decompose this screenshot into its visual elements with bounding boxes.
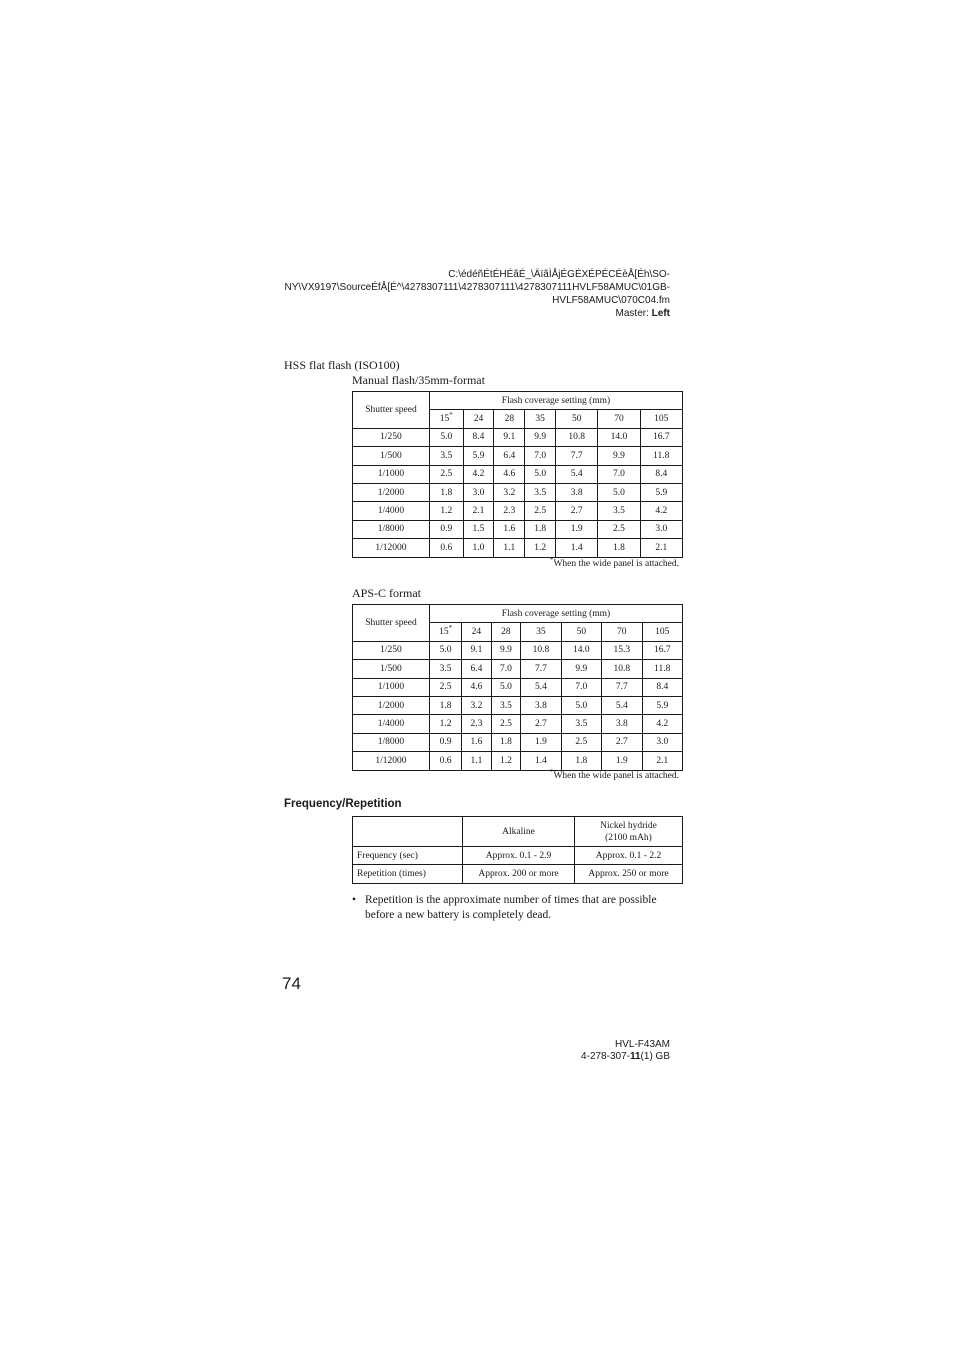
frequency-table bbox=[352, 816, 683, 884]
guide-number-cell: 7.7 bbox=[602, 678, 642, 696]
guide-number-cell: 2.1 bbox=[642, 752, 683, 770]
footnote-mark: * bbox=[549, 768, 554, 776]
table-row bbox=[353, 696, 683, 714]
guide-number-cell: 4.6 bbox=[494, 465, 525, 483]
shutter-speed-cell: 1/4000 bbox=[353, 715, 430, 733]
frequency-header-row bbox=[353, 817, 683, 847]
repetition-note-text: Repetition is the approximate number of times that are possible before a new battery is completely dead. bbox=[365, 894, 657, 921]
guide-number-cell: 2.5 bbox=[561, 733, 601, 751]
coverage-mm: 105 bbox=[655, 627, 670, 638]
page-number: 74 bbox=[282, 974, 301, 993]
guide-number-cell: 3.5 bbox=[430, 660, 462, 678]
guide-number-cell: 8.4 bbox=[640, 465, 682, 483]
coverage-mm: 105 bbox=[654, 414, 669, 425]
guide-number-cell: 7.0 bbox=[561, 678, 601, 696]
coverage-column-header bbox=[521, 623, 561, 641]
table-row bbox=[353, 465, 683, 483]
table-row bbox=[353, 733, 683, 751]
shutter-speed-cell: 1/8000 bbox=[353, 733, 430, 751]
file-path-line-2: NY\VX9197\SourceÉfÅ[É^\4278307111\4278307111\4278307111HVLF58AMUC\01GB- bbox=[284, 282, 670, 293]
guide-number-cell: 8.4 bbox=[463, 428, 494, 446]
guide-number-cell: 3.8 bbox=[521, 696, 561, 714]
guide-number-cell: 7.0 bbox=[491, 660, 521, 678]
guide-number-cell: 2.7 bbox=[556, 502, 598, 520]
guide-number-cell: 10.8 bbox=[602, 660, 642, 678]
table1-35mm-guide-numbers bbox=[352, 391, 683, 558]
table-row bbox=[353, 660, 683, 678]
guide-number-cell: 1.8 bbox=[598, 539, 640, 557]
footnote-text: When the wide panel is attached. bbox=[553, 559, 679, 569]
table-row bbox=[353, 865, 683, 883]
guide-number-cell: 0.6 bbox=[430, 752, 462, 770]
guide-number-cell: 3.2 bbox=[462, 696, 492, 714]
guide-number-cell: 10.8 bbox=[521, 641, 561, 659]
guide-number-cell: 5.0 bbox=[525, 465, 556, 483]
coverage-mm: 70 bbox=[617, 627, 627, 638]
guide-number-cell: 1.6 bbox=[462, 733, 492, 751]
guide-number-cell: 3.5 bbox=[598, 502, 640, 520]
guide-number-cell: 3.0 bbox=[642, 733, 683, 751]
coverage-column-header bbox=[598, 410, 640, 428]
table-row bbox=[353, 428, 683, 446]
shutter-speed-cell: 1/500 bbox=[353, 660, 430, 678]
coverage-column-header bbox=[494, 410, 525, 428]
alkaline-value: Approx. 200 or more bbox=[463, 865, 575, 883]
header-row-1 bbox=[353, 392, 683, 410]
coverage-mm: 28 bbox=[501, 627, 511, 638]
guide-number-cell: 2.3 bbox=[462, 715, 492, 733]
guide-number-cell: 3.0 bbox=[463, 483, 494, 501]
guide-number-cell: 10.8 bbox=[556, 428, 598, 446]
guide-number-cell: 1.8 bbox=[525, 520, 556, 538]
repetition-note bbox=[352, 893, 682, 923]
guide-number-cell: 3.5 bbox=[491, 696, 521, 714]
guide-number-cell: 1.5 bbox=[463, 520, 494, 538]
footnote-mark: * bbox=[448, 624, 453, 633]
guide-number-cell: 2.3 bbox=[494, 502, 525, 520]
guide-number-cell: 1.1 bbox=[462, 752, 492, 770]
guide-number-cell: 7.0 bbox=[598, 465, 640, 483]
shutter-speed-cell: 1/500 bbox=[353, 447, 430, 465]
master-value: Left bbox=[651, 308, 670, 319]
guide-number-cell: 3.8 bbox=[556, 483, 598, 501]
table-row bbox=[353, 483, 683, 501]
coverage-column-header bbox=[491, 623, 521, 641]
guide-number-cell: 14.0 bbox=[561, 641, 601, 659]
guide-number-cell: 3.5 bbox=[430, 447, 464, 465]
guide-number-cell: 2.5 bbox=[430, 678, 462, 696]
guide-number-cell: 2.1 bbox=[463, 502, 494, 520]
coverage-column-header bbox=[642, 623, 683, 641]
guide-number-cell: 3.0 bbox=[640, 520, 682, 538]
shutter-speed-header: Shutter speed bbox=[353, 392, 430, 429]
alkaline-value: Approx. 0.1 - 2.9 bbox=[463, 847, 575, 865]
guide-number-cell: 1.9 bbox=[602, 752, 642, 770]
guide-number-cell: 15.3 bbox=[602, 641, 642, 659]
table-row bbox=[353, 641, 683, 659]
shutter-speed-cell: 1/250 bbox=[353, 641, 430, 659]
shutter-speed-cell: 1/8000 bbox=[353, 520, 430, 538]
guide-number-cell: 6.4 bbox=[494, 447, 525, 465]
guide-number-cell: 1.8 bbox=[430, 483, 464, 501]
guide-number-cell: 2.7 bbox=[521, 715, 561, 733]
table-row bbox=[353, 520, 683, 538]
guide-number-cell: 5.4 bbox=[521, 678, 561, 696]
coverage-column-header bbox=[525, 410, 556, 428]
guide-number-cell: 1.4 bbox=[521, 752, 561, 770]
table-row bbox=[353, 447, 683, 465]
table2-aps-c-guide-numbers bbox=[352, 604, 683, 771]
model-name: HVL-F43AM bbox=[614, 1039, 670, 1050]
table-row bbox=[353, 752, 683, 770]
guide-number-cell: 1.8 bbox=[561, 752, 601, 770]
shutter-speed-cell: 1/4000 bbox=[353, 502, 430, 520]
guide-number-cell: 16.7 bbox=[640, 428, 682, 446]
nimh-header-line-1: Nickel hydride bbox=[600, 820, 657, 831]
guide-number-cell: 1.2 bbox=[430, 502, 464, 520]
guide-number-cell: 9.9 bbox=[525, 428, 556, 446]
shutter-speed-cell: 1/250 bbox=[353, 428, 430, 446]
alkaline-header: Alkaline bbox=[463, 817, 575, 847]
guide-number-cell: 5.9 bbox=[640, 483, 682, 501]
guide-number-cell: 5.4 bbox=[602, 696, 642, 714]
guide-number-cell: 7.0 bbox=[525, 447, 556, 465]
guide-number-cell: 2.5 bbox=[491, 715, 521, 733]
section-title: HSS flat flash (ISO100) bbox=[284, 358, 400, 372]
shutter-speed-cell: 1/12000 bbox=[353, 752, 430, 770]
footnote-text: When the wide panel is attached. bbox=[553, 771, 679, 781]
guide-number-cell: 5.4 bbox=[556, 465, 598, 483]
table2-caption: APS-C format bbox=[352, 586, 421, 600]
guide-number-cell: 0.9 bbox=[430, 520, 464, 538]
guide-number-cell: 1.6 bbox=[494, 520, 525, 538]
code-suffix: (1) GB bbox=[640, 1051, 670, 1062]
guide-number-cell: 5.9 bbox=[642, 696, 683, 714]
coverage-column-header bbox=[640, 410, 682, 428]
row-label: Repetition (times) bbox=[353, 865, 463, 883]
guide-number-cell: 0.6 bbox=[430, 539, 464, 557]
code-bold: 11 bbox=[629, 1051, 641, 1062]
guide-number-cell: 5.9 bbox=[463, 447, 494, 465]
guide-number-cell: 0.9 bbox=[430, 733, 462, 751]
nimh-header bbox=[575, 817, 683, 847]
coverage-mm: 15 bbox=[439, 627, 449, 638]
guide-number-cell: 9.9 bbox=[491, 641, 521, 659]
guide-number-cell: 5.0 bbox=[430, 641, 462, 659]
coverage-mm: 50 bbox=[571, 414, 582, 425]
coverage-mm: 28 bbox=[504, 414, 515, 425]
nimh-header-line-2: (2100 mAh) bbox=[605, 832, 652, 843]
document-code bbox=[370, 1051, 670, 1063]
guide-number-cell: 1.9 bbox=[556, 520, 598, 538]
coverage-column-header bbox=[430, 410, 464, 428]
guide-number-cell: 5.0 bbox=[491, 678, 521, 696]
coverage-mm: 15 bbox=[439, 414, 450, 425]
frequency-title: Frequency/Repetition bbox=[284, 798, 402, 810]
guide-number-cell: 1.0 bbox=[463, 539, 494, 557]
file-path-line-3: HVLF58AMUC\070C04.fm bbox=[552, 295, 670, 306]
guide-number-cell: 1.1 bbox=[494, 539, 525, 557]
shutter-speed-cell: 1/1000 bbox=[353, 465, 430, 483]
guide-number-cell: 7.7 bbox=[556, 447, 598, 465]
footer-model-code bbox=[370, 1039, 670, 1063]
guide-number-cell: 1.2 bbox=[525, 539, 556, 557]
guide-number-cell: 2.1 bbox=[640, 539, 682, 557]
guide-number-cell: 3.8 bbox=[602, 715, 642, 733]
guide-number-cell: 6.4 bbox=[462, 660, 492, 678]
code-prefix: 4-278-307- bbox=[581, 1051, 630, 1062]
coverage-mm: 35 bbox=[535, 414, 545, 425]
footnote-mark: * bbox=[449, 411, 453, 420]
coverage-mm: 70 bbox=[614, 414, 624, 425]
coverage-mm: 50 bbox=[576, 627, 587, 638]
guide-number-cell: 16.7 bbox=[642, 641, 683, 659]
shutter-speed-header: Shutter speed bbox=[353, 605, 430, 642]
guide-number-cell: 8.4 bbox=[642, 678, 683, 696]
shutter-speed-cell: 1/1000 bbox=[353, 678, 430, 696]
guide-number-cell: 4.2 bbox=[463, 465, 494, 483]
guide-number-cell: 7.7 bbox=[521, 660, 561, 678]
coverage-mm: 24 bbox=[471, 627, 482, 638]
guide-number-cell: 4.2 bbox=[640, 502, 682, 520]
guide-number-cell: 1.8 bbox=[491, 733, 521, 751]
guide-number-cell: 11.8 bbox=[642, 660, 683, 678]
coverage-column-header bbox=[462, 623, 492, 641]
guide-number-cell: 4.2 bbox=[642, 715, 683, 733]
header-row-1 bbox=[353, 605, 683, 623]
footnote-mark: * bbox=[549, 556, 554, 564]
file-path-header bbox=[250, 268, 670, 320]
coverage-mm: 24 bbox=[473, 414, 484, 425]
coverage-column-header bbox=[556, 410, 598, 428]
guide-number-cell: 2.7 bbox=[602, 733, 642, 751]
guide-number-cell: 1.4 bbox=[556, 539, 598, 557]
guide-number-cell: 1.2 bbox=[491, 752, 521, 770]
flash-coverage-header: Flash coverage setting (mm) bbox=[430, 605, 683, 623]
guide-number-cell: 5.0 bbox=[598, 483, 640, 501]
guide-number-cell: 2.5 bbox=[525, 502, 556, 520]
table-row bbox=[353, 502, 683, 520]
table1-footnote bbox=[352, 556, 679, 569]
guide-number-cell: 9.9 bbox=[598, 447, 640, 465]
guide-number-cell: 14.0 bbox=[598, 428, 640, 446]
shutter-speed-cell: 1/2000 bbox=[353, 483, 430, 501]
master-line bbox=[250, 307, 670, 320]
empty-corner-cell bbox=[353, 817, 463, 847]
guide-number-cell: 2.5 bbox=[430, 465, 464, 483]
bullet-dot: • bbox=[352, 894, 357, 906]
table2-footnote bbox=[352, 768, 679, 781]
guide-number-cell: 2.5 bbox=[598, 520, 640, 538]
table-row bbox=[353, 539, 683, 557]
nimh-value: Approx. 0.1 - 2.2 bbox=[575, 847, 683, 865]
coverage-column-header bbox=[602, 623, 642, 641]
guide-number-cell: 3.2 bbox=[494, 483, 525, 501]
guide-number-cell: 9.1 bbox=[494, 428, 525, 446]
table-row bbox=[353, 678, 683, 696]
guide-number-cell: 4.6 bbox=[462, 678, 492, 696]
table-row bbox=[353, 847, 683, 865]
coverage-mm: 35 bbox=[536, 627, 546, 638]
guide-number-cell: 1.9 bbox=[521, 733, 561, 751]
nimh-value: Approx. 250 or more bbox=[575, 865, 683, 883]
shutter-speed-cell: 1/12000 bbox=[353, 539, 430, 557]
guide-number-cell: 1.2 bbox=[430, 715, 462, 733]
guide-number-cell: 1.8 bbox=[430, 696, 462, 714]
coverage-column-header bbox=[561, 623, 601, 641]
guide-number-cell: 3.5 bbox=[561, 715, 601, 733]
guide-number-cell: 5.0 bbox=[561, 696, 601, 714]
guide-number-cell: 9.1 bbox=[462, 641, 492, 659]
shutter-speed-cell: 1/2000 bbox=[353, 696, 430, 714]
row-label: Frequency (sec) bbox=[353, 847, 463, 865]
master-label: Master: bbox=[615, 308, 652, 319]
coverage-column-header bbox=[430, 623, 462, 641]
flash-coverage-header: Flash coverage setting (mm) bbox=[430, 392, 683, 410]
table-row bbox=[353, 715, 683, 733]
file-path-line-1: C:\édéñÉtÉHÉãÉ_\ÄïãÌÅjÉGÉXÉPÉCÉèÅ[Éh\SO- bbox=[448, 269, 670, 280]
guide-number-cell: 9.9 bbox=[561, 660, 601, 678]
guide-number-cell: 3.5 bbox=[525, 483, 556, 501]
guide-number-cell: 5.0 bbox=[430, 428, 464, 446]
guide-number-cell: 11.8 bbox=[640, 447, 682, 465]
table1-caption: Manual flash/35mm-format bbox=[352, 373, 485, 387]
coverage-column-header bbox=[463, 410, 494, 428]
